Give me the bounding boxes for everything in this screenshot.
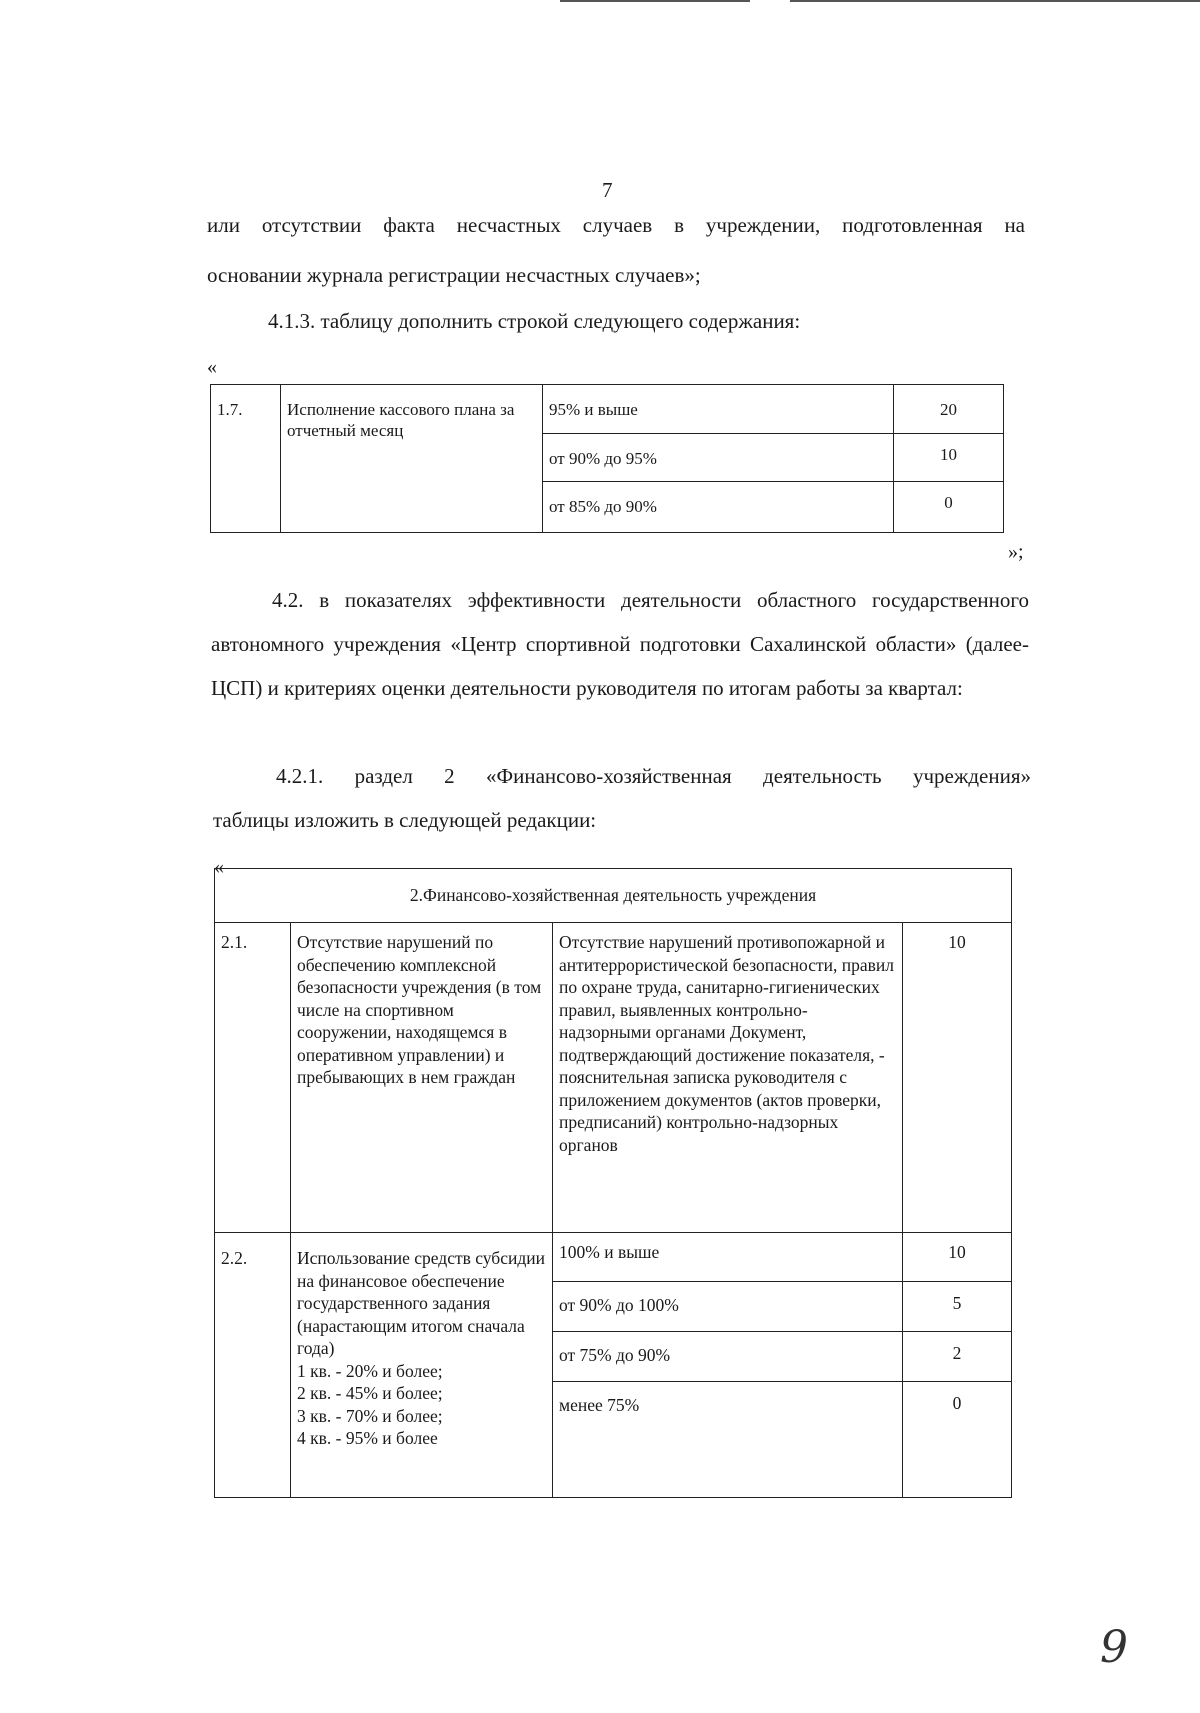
score-cell: 2: [903, 1332, 1012, 1382]
quarter-target: 4 кв. - 95% и более: [297, 1428, 438, 1448]
table-section-header: 2.Финансово-хозяйственная деятельность учреждения: [215, 869, 1012, 923]
score-cell: 20: [894, 385, 1004, 434]
criterion-cell: 95% и выше: [543, 385, 894, 434]
quarter-target: 1 кв. - 20% и более;: [297, 1360, 443, 1381]
criterion-cell: от 90% до 100%: [553, 1282, 903, 1332]
section-4-2-1-line-2: таблицы изложить в следующей редакции:: [213, 808, 597, 832]
criterion-cell: 100% и выше: [553, 1233, 903, 1282]
row-number: 1.7.: [211, 385, 281, 533]
indicator-cell: [291, 1233, 553, 1498]
score-cell: 5: [903, 1282, 1012, 1332]
score-cell: 0: [903, 1382, 1012, 1498]
intro-line-1: или отсутствии факта несчастных случаев в учреждении, подготовленная на: [207, 213, 1025, 237]
quarter-target: 3 кв. - 70% и более;: [297, 1405, 443, 1426]
criterion-cell: от 90% до 95%: [543, 434, 894, 482]
indicator-cell: Отсутствие нарушений по обеспечению комплексной безопасности учреждения (в том числе на спортивном сооружении, находящемся в оперативном управлении) и пребывающих в нем граждан: [291, 923, 553, 1233]
score-cell: 10: [894, 434, 1004, 482]
score-cell: 10: [903, 923, 1012, 1233]
criterion-cell: от 75% до 90%: [553, 1332, 903, 1382]
page-number: 7: [602, 178, 613, 202]
opening-quote: «: [207, 356, 217, 378]
row-number: 2.1.: [215, 923, 291, 1233]
closing-quote: »;: [1008, 541, 1024, 563]
score-cell: 0: [894, 482, 1004, 533]
criterion-cell: менее 75%: [553, 1382, 903, 1498]
table-financial-activity: [214, 868, 1012, 1498]
table-cash-plan: [210, 384, 1004, 533]
score-cell: 10: [903, 1233, 1012, 1282]
indicator-cell: Исполнение кассового плана за отчетный месяц: [281, 385, 543, 533]
handwritten-page-number: 9: [1100, 1622, 1128, 1673]
intro-line-3: 4.1.3. таблицу дополнить строкой следующего содержания:: [268, 309, 801, 333]
section-4-2-paragraph: 4.2. в показателях эффективности деятельности областного государственного автономного учреждения «Центр спортивной подготовки Сахалинской области» (далее-ЦСП) и критериях оценки деятельности руководителя по итогам работы за квартал:: [211, 588, 1029, 700]
section-4-2-1-line-1: 4.2.1. раздел 2 «Финансово-хозяйственная деятельность учреждения»: [276, 764, 1031, 788]
intro-line-2: основании журнала регистрации несчастных случаев»;: [207, 263, 701, 287]
opening-quote-2: «: [214, 856, 224, 878]
criterion-cell: от 85% до 90%: [543, 482, 894, 533]
scan-edge-line: [560, 0, 750, 2]
scan-edge-line: [790, 0, 1200, 2]
row-number: 2.2.: [215, 1233, 291, 1498]
criterion-cell: Отсутствие нарушений противопожарной и антитеррористической безопасности, правил по охране труда, санитарно-гигиенических правил, выявленных контрольно-надзорными органами Документ, подтверждающий достижение показателя, - пояснительная записка руководителя с приложением документов (актов проверки, предписаний) контрольно-надзорных органов: [553, 923, 903, 1233]
quarter-target: 2 кв. - 45% и более;: [297, 1383, 443, 1403]
indicator-text: Использование средств субсидии на финансовое обеспечение государственного задания (нарастающим итогом сначала года): [297, 1248, 545, 1358]
